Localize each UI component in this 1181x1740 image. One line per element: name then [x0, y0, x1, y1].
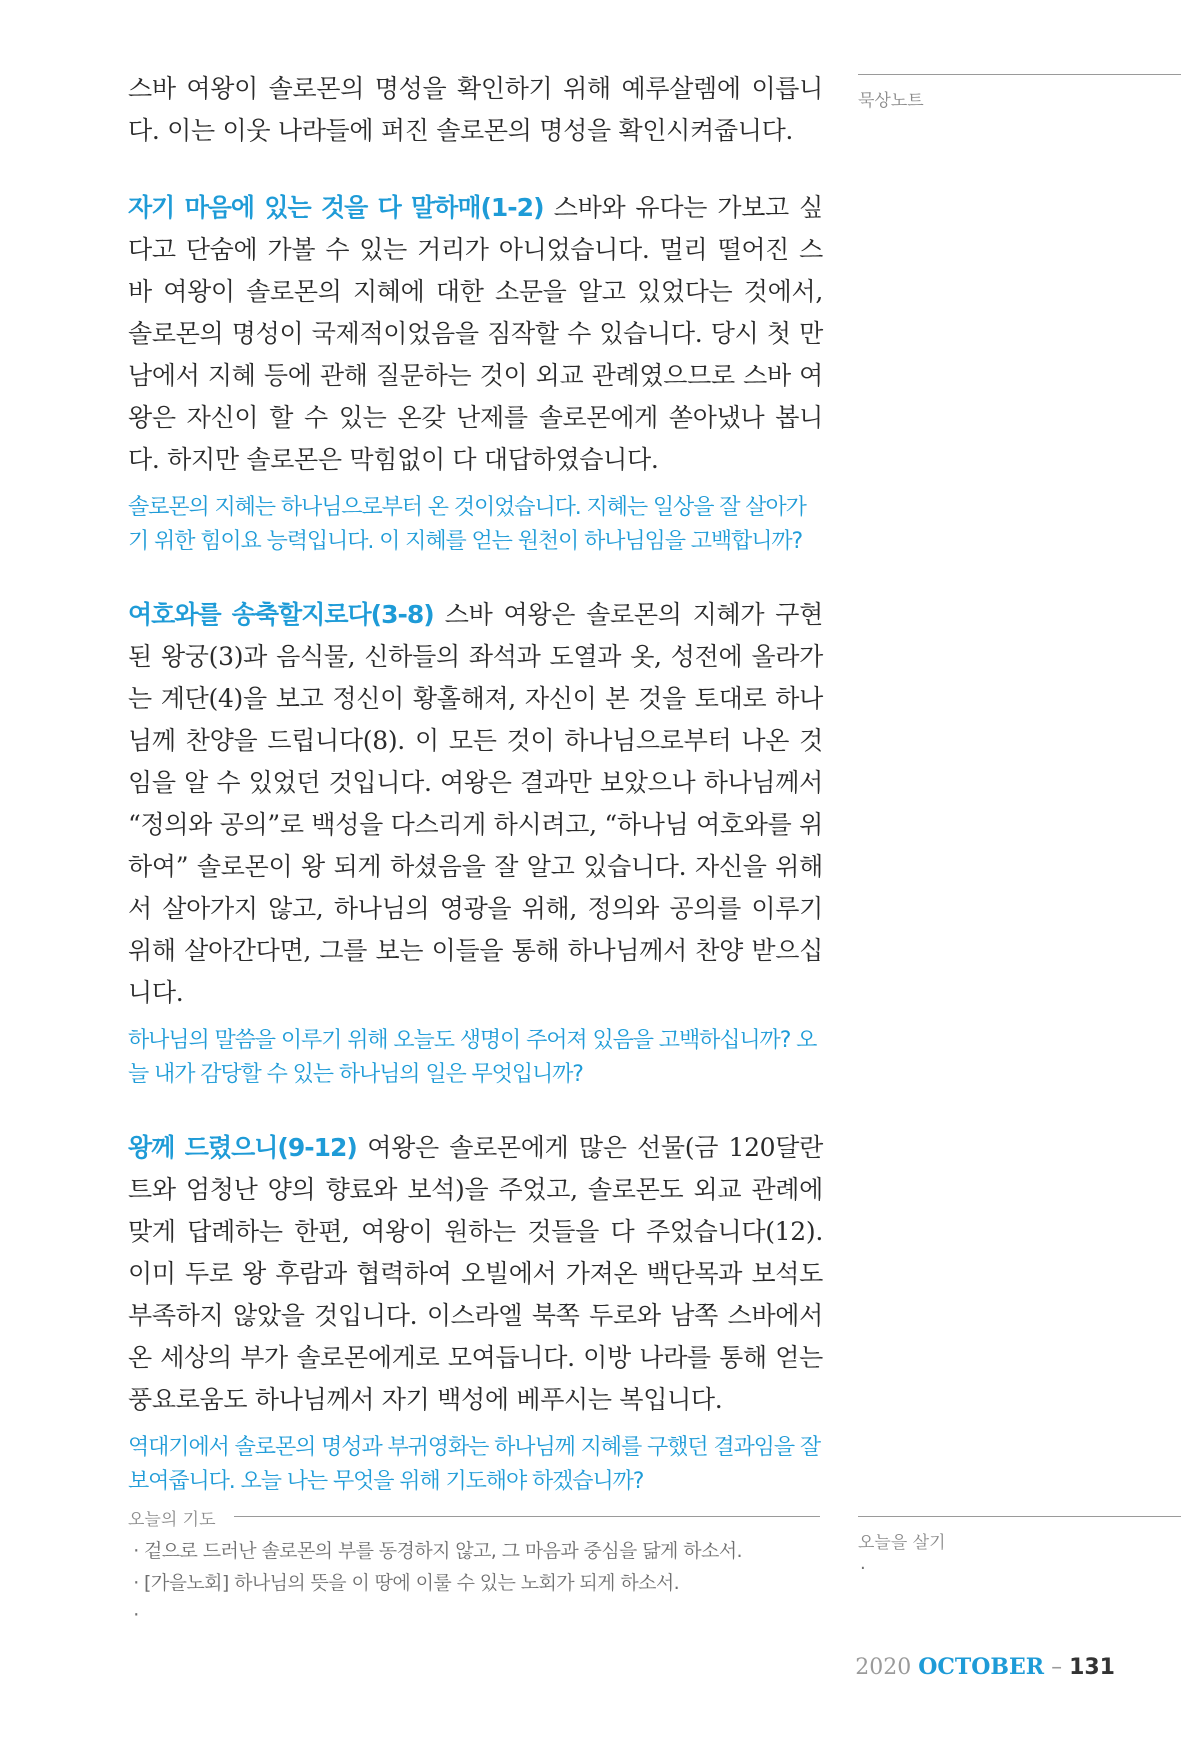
section-2-paragraph	[128, 594, 823, 1014]
live-today-rule	[858, 1516, 1181, 1517]
live-today-bullet: ·	[860, 1558, 866, 1579]
sidebar-top-rule	[858, 74, 1181, 75]
section-2-question: 하나님의 말씀을 이루기 위해 오늘도 생명이 주어져 있음을 고백하십니까? 오늘 내가 감당할 수 있는 하나님의 일은 무엇입니까?	[128, 1028, 817, 1087]
prayer-item: · [가을노회] 하나님의 뜻을 이 땅에 이룰 수 있는 노회가 되게 하소서.	[128, 1567, 828, 1599]
prayer-item: · 겉으로 드러난 솔로몬의 부를 동경하지 않고, 그 마음과 중심을 닮게 하소서.	[128, 1535, 828, 1567]
main-content	[128, 68, 823, 1499]
meditation-notes-label: 묵상노트	[858, 91, 924, 111]
prayer-title: 오늘의 기도	[128, 1510, 216, 1530]
page-number: 131	[1069, 1655, 1115, 1680]
section-3-paragraph	[128, 1127, 823, 1421]
folio-month: OCTOBER	[918, 1654, 1045, 1680]
section-2-heading: 여호와를 송축할지로다(3-8)	[128, 600, 434, 629]
prayer-list	[128, 1535, 828, 1631]
folio-dash: –	[1051, 1655, 1063, 1680]
section-3-question: 역대기에서 솔로몬의 명성과 부귀영화는 하나님께 지혜를 구했던 결과임을 잘 보여줍니다. 오늘 나는 무엇을 위해 기도해야 하겠습니까?	[128, 1435, 821, 1494]
section-3-heading: 왕께 드렸으니(9-12)	[128, 1133, 357, 1162]
intro-paragraph: 스바 여왕이 솔로몬의 명성을 확인하기 위해 예루살렘에 이릅니다. 이는 이웃 나라들에 퍼진 솔로몬의 명성을 확인시켜줍니다.	[128, 74, 823, 145]
page-folio	[855, 1654, 1115, 1680]
section-1-heading: 자기 마음에 있는 것을 다 말하매(1-2)	[128, 193, 544, 222]
section-1-body: 스바와 유다는 가보고 싶다고 단숨에 가볼 수 있는 거리가 아니었습니다. 멀리 떨어진 스바 여왕이 솔로몬의 지혜에 대한 소문을 알고 있었다는 것에서, 솔로몬의 명성이 국제적이었음을 짐작할 수 있습니다. 당시 첫 만남에서 지혜 등에 관해 질문하는 것이 외교 관례였으므로 스바 여왕은 자신이 할 수 있는 온갖 난제를 솔로몬에게 쏟아냈나 봅니다. 하지만 솔로몬은 막힘없이 다 대답하였습니다.	[128, 193, 823, 474]
prayer-item	[128, 1599, 828, 1631]
section-1-paragraph	[128, 187, 823, 481]
section-3-body: 여왕은 솔로몬에게 많은 선물(금 120달란트와 엄청난 양의 향료와 보석)을 주었고, 솔로몬도 외교 관례에 맞게 답례하는 한편, 여왕이 원하는 것들을 다 주었습니다(12). 이미 두로 왕 후람과 협력하여 오빌에서 가져온 백단목과 보석도 부족하지 않았을 것입니다. 이스라엘 북쪽 두로와 남쪽 스바에서 온 세상의 부가 솔로몬에게로 모여듭니다. 이방 나라를 통해 얻는 풍요로움도 하나님께서 자기 백성에 베푸시는 복입니다.	[128, 1133, 823, 1414]
section-1-question: 솔로몬의 지혜는 하나님으로부터 온 것이었습니다. 지혜는 일상을 잘 살아가기 위한 힘이요 능력입니다. 이 지혜를 얻는 원천이 하나님임을 고백합니까?	[128, 495, 806, 554]
folio-year: 2020	[855, 1655, 912, 1680]
live-today-label: 오늘을 살기	[858, 1533, 946, 1553]
section-2-body: 스바 여왕은 솔로몬의 지혜가 구현된 왕궁(3)과 음식물, 신하들의 좌석과 도열과 옷, 성전에 올라가는 계단(4)을 보고 정신이 황홀해져, 자신이 본 것을 토대로 하나님께 찬양을 드립니다(8). 이 모든 것이 하나님으로부터 나온 것임을 알 수 있었던 것입니다. 여왕은 결과만 보았으나 하나님께서 “정의와 공의”로 백성을 다스리게 하시려고, “하나님 여호와를 위하여” 솔로몬이 왕 되게 하셨음을 잘 알고 있습니다. 자신을 위해서 살아가지 않고, 하나님의 영광을 위해, 정의와 공의를 이루기 위해 살아간다면, 그를 보는 이들을 통해 하나님께서 찬양 받으십니다.	[128, 600, 823, 1007]
prayer-rule	[234, 1516, 820, 1517]
